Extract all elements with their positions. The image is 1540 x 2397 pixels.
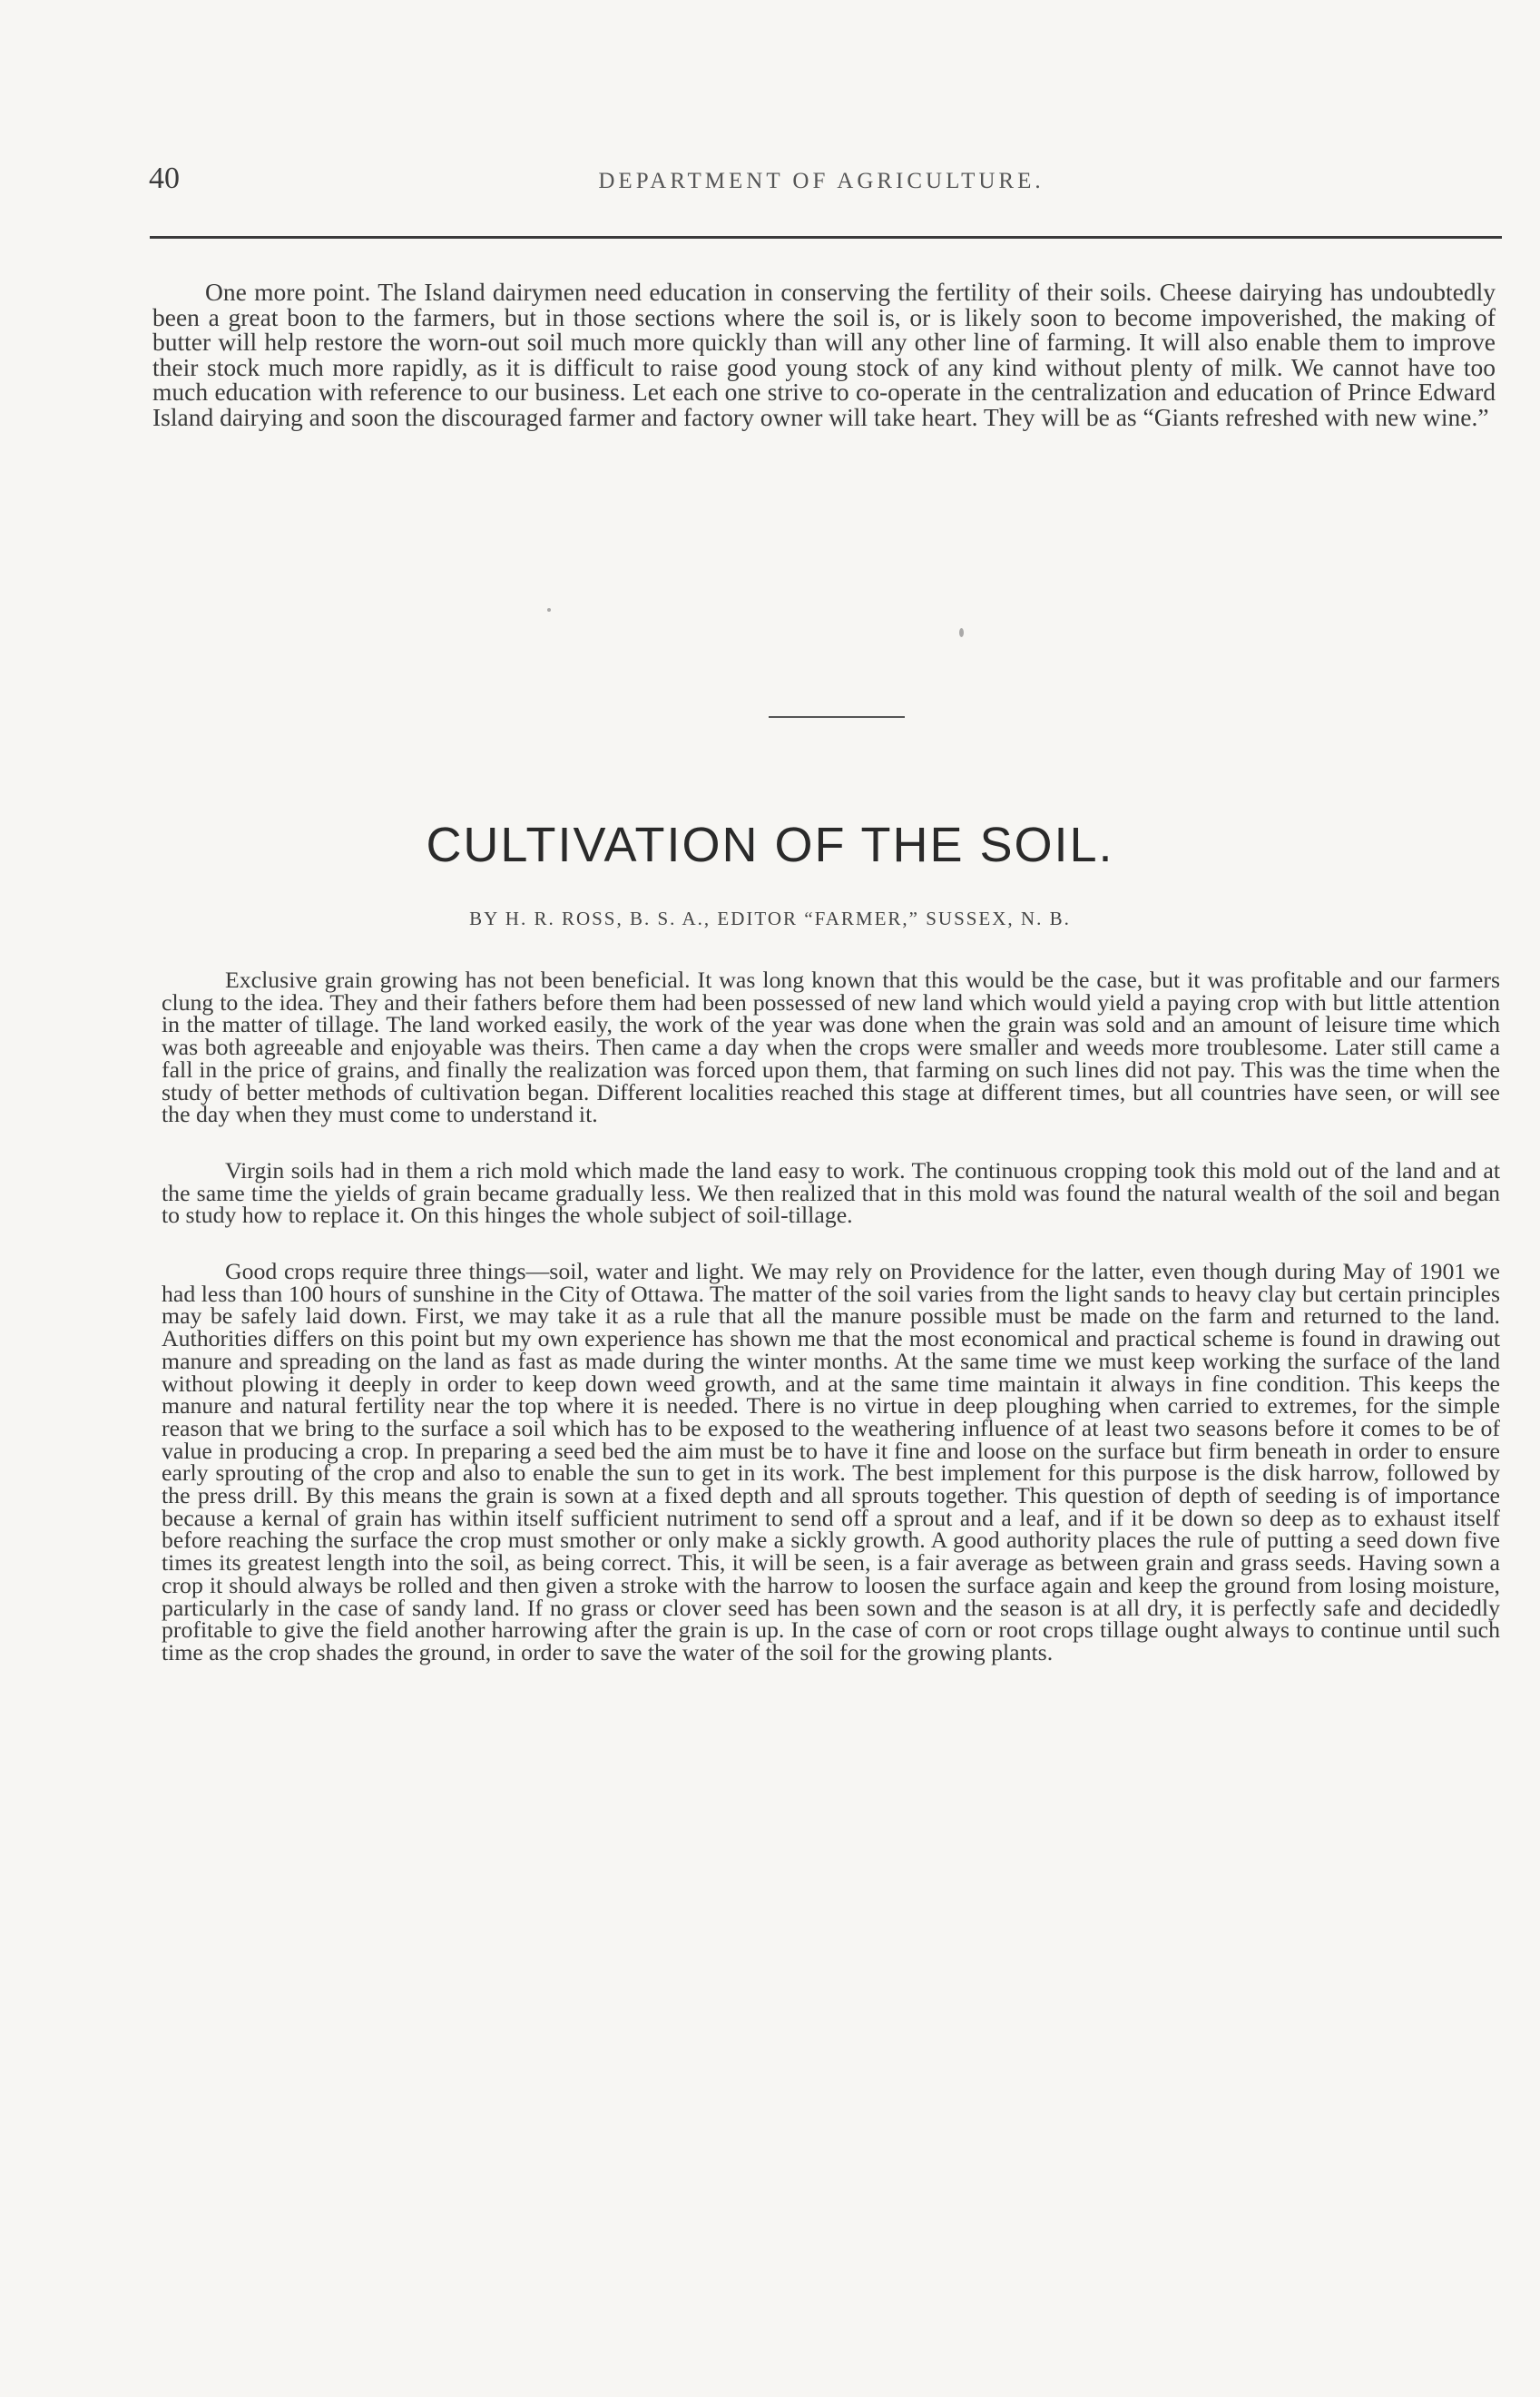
running-header: [145, 162, 1497, 198]
article-title: CULTIVATION OF THE SOIL.: [426, 818, 1114, 872]
article-byline: BY H. R. ROSS, B. S. A., EDITOR “FARMER,” SUSSEX, N. B.: [469, 908, 1071, 929]
ink-mark: [959, 628, 964, 637]
intro-paragraph: One more point. The Island dairymen need education in conserving the fertility of their soils. Cheese dairying has undoubtedly been a great boon to the farmers, but in those sections where the soil is, or is likely soon to become impoverished, the making of butter will help restore the worn-out soil much more quickly than will any other line of farming. It will also enable them to improve their stock much more rapidly, as it is difficult to raise good young stock of any kind without plenty of milk. We cannot have too much education with reference to our business. Let each one strive to co-operate in the centralization and education of Prince Edward Island dairying and soon the discouraged farmer and factory owner will take heart. They will be as “Giants refreshed with new wine.”: [152, 278, 1496, 431]
ink-mark: [547, 608, 551, 612]
section-divider: [769, 716, 905, 718]
running-title: DEPARTMENT OF AGRICULTURE.: [598, 169, 1045, 193]
intro-section: [152, 280, 1496, 429]
body-paragraph: Virgin soils had in them a rich mold which made the land easy to work. The continuous cropping took this mold out of the land and at the same time the yields of grain became gradually less. We then realized that in this mold was found the natural wealth of the soil and began to study how to replace it. On this hinges the whole subject of soil-tillage.: [162, 1156, 1500, 1229]
body-paragraph: Exclusive grain growing has not been beneficial. It was long known that this would be the case, but it was profitable and our farmers clung to the idea. They and their fathers before them had been possessed of new land which would yield a paying crop with but little attention in the matter of tillage. The land worked easily, the work of the year was done when the grain was sold and an amount of leisure time which was both agreeable and enjoyable was theirs. Then came a day when the crops were smaller and weeds more troublesome. Later still came a fall in the price of grains, and finally the realization was forced upon them, that farming on such lines did not pay. This was the time when the study of better methods of cultivation began. Different localities reached this stage at different times, but all countries have seen, or will see the day when they must come to understand it.: [162, 967, 1500, 1128]
page-number: 40: [149, 162, 180, 195]
article-body: [162, 969, 1500, 1698]
header-rule: [150, 236, 1502, 239]
body-paragraph: Good crops require three things—soil, water and light. We may rely on Providence for the latter, even though during May of 1901 we had less than 100 hours of sunshine in the City of Ottawa. The matter of the soil varies from the light sands to heavy clay but certain principles may be safely laid down. First, we may take it as a rule that all the manure possible must be made on the farm and returned to the land. Authorities differs on this point but my own experience has shown me that the most economical and practical scheme is found in drawing out manure and spreading on the land as fast as made during the winter months. At the same time we must keep working the surface of the land without plowing it deeply in order to keep down weed growth, and at the same time maintain it always in fine condition. This keeps the manure and natural fertility near the top where it is needed. There is no virtue in deep ploughing when carried to extremes, for the simple reason that we bring to the surface a soil which has to be exposed to the weathering influence of at least two seasons before it comes to be of value in producing a crop. In preparing a seed bed the aim must be to have it fine and loose on the surface but firm beneath in order to ensure early sprouting of the crop and also to enable the sun to get in its work. The best implement for this purpose is the disk harrow, followed by the press drill. By this means the grain is sown at a fixed depth and all sprouts together. This question of depth of seeding is of importance because a kernal of grain has within itself sufficient nutriment to send off a sprout and a leaf, and if it be down so deep as to exhaust itself before reaching the surface the crop must smother or only make a sickly growth. A good authority places the rule of putting a seed down five times its greatest length into the soil, as being correct. This, it will be seen, is a fair average as between grain and grass seeds. Having sown a crop it should always be rolled and then given a stroke with the harrow to loosen the surface again and keep the ground from losing moisture, particularly in the case of sandy land. If no grass or clover seed has been sown and the season is at all dry, it is perfectly safe and decidedly profitable to give the field another harrowing after the grain is up. In the case of corn or root crops tillage ought always to continue until such time as the crop shades the ground, in order to save the water of the soil for the growing plants.: [162, 1258, 1500, 1665]
